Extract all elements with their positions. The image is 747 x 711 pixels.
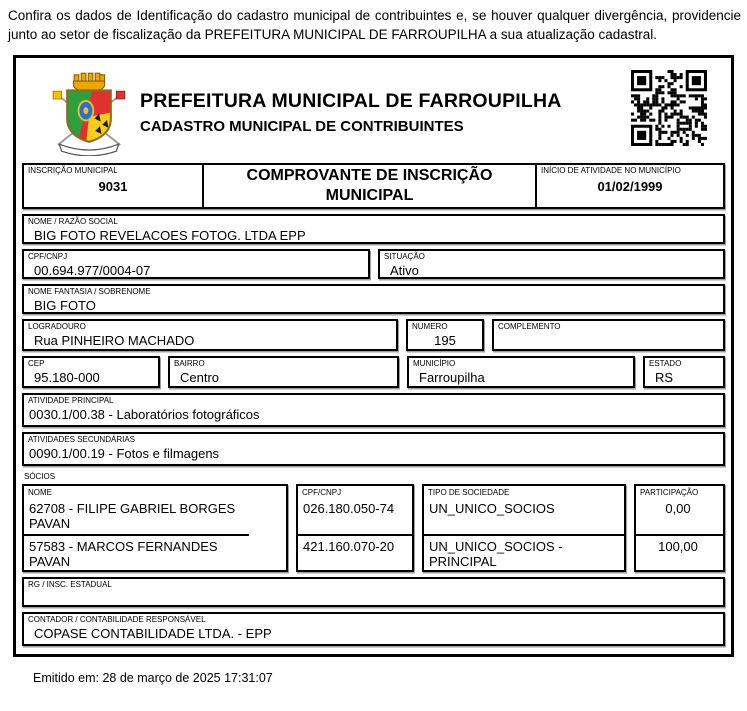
field-nome-fantasia [22,284,725,314]
field-value: 0030.1/00.38 - Laboratórios fotográficos [29,406,260,422]
field-value: Rua PINHEIRO MACHADO [34,332,195,348]
field-logradouro [22,319,398,351]
qr-code-svg [631,70,707,146]
field-label: COMPLEMENTO [498,321,561,331]
field-value: BIG FOTO [34,297,96,313]
socios-column-nome [22,484,288,572]
field-value: 95.180-000 [34,369,100,385]
field-situacao [378,249,725,279]
field-contador [22,612,725,646]
field-label: INSCRIÇÃO MUNICIPAL [28,165,118,175]
field-value: RS [655,369,674,385]
emission-timestamp: Emitido em: 28 de março de 2025 17:31:07 [33,670,273,685]
field-razao-social [22,214,725,244]
document-title-cell [204,165,537,207]
field-value: Centro [180,369,220,385]
field-label: LOGRADOURO [28,321,86,331]
field-value: Ativo [390,262,419,278]
field-label: NOME FANTASIA / SOBRENOME [28,286,151,296]
certificate-document [13,55,734,657]
socios-column-cpf [296,484,414,572]
field-label: ESTADO [649,358,682,368]
field-municipio [407,356,635,388]
socio-row-nome: 57583 - MARCOS FERNANDES PAVAN [29,538,218,569]
field-atividades-secundarias [22,432,725,466]
field-inicio-atividade [537,165,723,207]
field-cpf-cnpj [22,249,370,279]
field-label: CEP [28,358,45,368]
field-value: BIG FOTO REVELACOES FOTOG. LTDA EPP [34,227,306,243]
document-header [22,64,725,158]
notice-text: Confira os dados de Identificação do cadastro municipal de contribuintes e, se houver qualquer divergência, providencie junto ao setor de fiscalização da PREFEITURA MUNICIPAL DE FARROUPILHA a sua atualização cadastral. [8,8,741,43]
field-value: 195 [434,332,456,348]
field-label: SITUAÇÃO [384,251,425,261]
socios-table [22,484,725,572]
document-title: COMPROVANTE DE INSCRIÇÃO MUNICIPAL [246,167,493,204]
field-rg-insc-estadual [22,577,725,607]
field-label: CPF/CNPJ [28,251,68,261]
socios-column-participacao [634,484,725,572]
field-label: RG / INSC. ESTADUAL [28,579,112,589]
qr-code-icon [625,64,713,152]
socios-column-tipo [422,484,626,572]
field-estado [643,356,725,388]
socio-row-cpf: 421.160.070-20 [303,538,395,554]
field-atividade-principal [22,393,725,427]
field-bairro [168,356,399,388]
field-label: BAIRRO [174,358,205,368]
coat-of-arms-icon [50,70,128,156]
field-inscricao-municipal [24,165,204,207]
field-value: 9031 [98,178,128,194]
socio-row-tipo: UN_UNICO_SOCIOS [424,500,624,536]
field-label: INÍCIO DE ATIVIDADE NO MUNICÍPIO [541,165,681,175]
column-header: CPF/CNPJ [302,487,342,497]
field-label: MUNICÍPIO [413,358,456,368]
header-titles [140,90,562,135]
socio-row-cpf: 026.180.050-74 [298,500,412,536]
field-label: ATIVIDADE PRINCIPAL [28,395,114,405]
socio-row-nome: 62708 - FILIPE GABRIEL BORGES PAVAN [24,500,249,536]
field-value: 00.694.977/0004-07 [34,262,151,278]
socio-row-participacao: 0,00 [636,500,723,536]
field-label: NOME / RAZÃO SOCIAL [28,216,118,226]
registry-subtitle: CADASTRO MUNICIPAL DE CONTRIBUINTES [140,117,464,135]
field-value: 01/02/1999 [597,178,663,194]
socios-section-label: SÓCIOS [24,471,56,481]
column-header: TIPO DE SOCIEDADE [428,487,510,497]
field-value: Farroupilha [419,369,485,385]
field-value: COPASE CONTABILIDADE LTDA. - EPP [34,625,272,641]
municipality-title: PREFEITURA MUNICIPAL DE FARROUPILHA [140,89,562,112]
field-label: ATIVIDADES SECUNDÁRIAS [28,434,135,444]
title-row [22,163,725,209]
socio-row-tipo: UN_UNICO_SOCIOS - PRINCIPAL [429,538,563,569]
field-label: NUMERO [412,321,448,331]
field-label: CONTADOR / CONTABILIDADE RESPONSÁVEL [28,614,206,624]
column-header: PARTICIPAÇÃO [640,487,699,497]
socio-row-participacao: 100,00 [658,538,698,554]
field-value: 0090.1/00.19 - Fotos e filmagens [29,445,220,461]
field-complemento [492,319,725,351]
field-cep [22,356,160,388]
field-numero [406,319,484,351]
column-header: NOME [28,487,52,497]
